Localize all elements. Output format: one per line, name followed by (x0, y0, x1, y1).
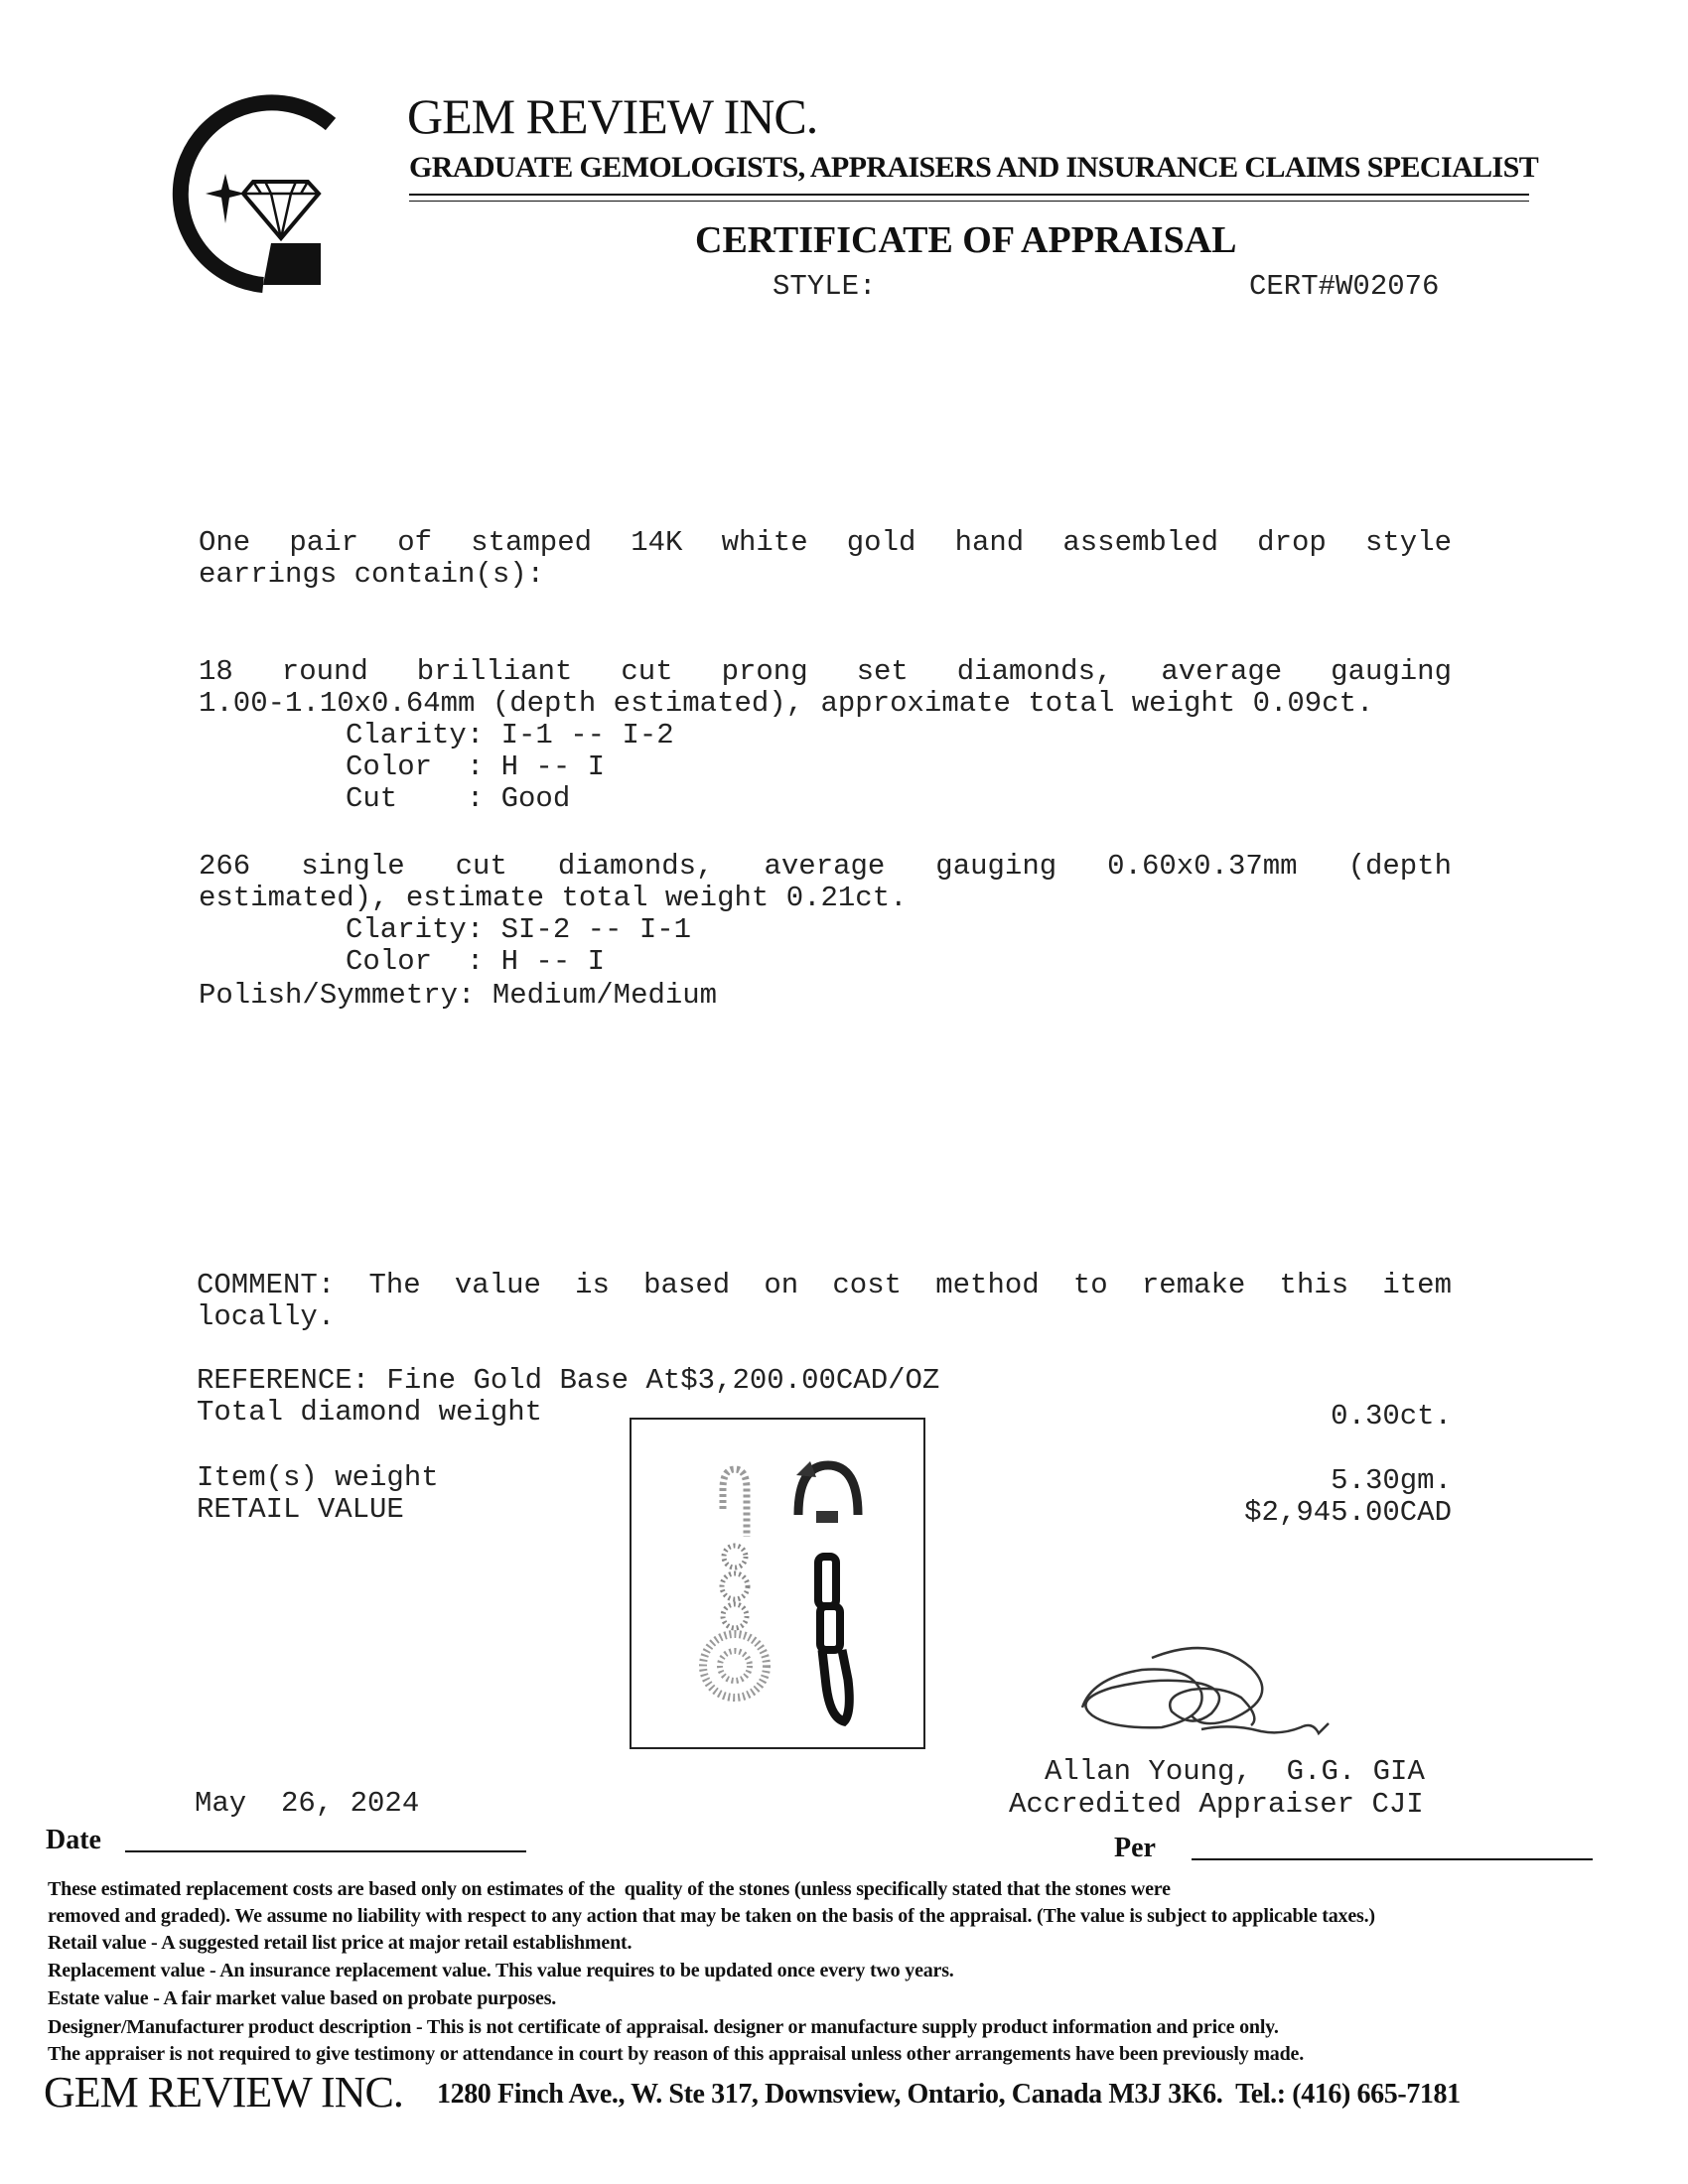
appraisal-date: May 26, 2024 (195, 1787, 420, 1820)
item-weight-label: Item(s) weight (197, 1461, 439, 1494)
item-weight-value: 5.30gm. (1331, 1464, 1452, 1497)
company-logo (154, 94, 352, 293)
company-tagline: GRADUATE GEMOLOGISTS, APPRAISERS AND INSURANCE CLAIMS SPECIALIST (409, 151, 1539, 184)
diamond-group-1-clarity: Clarity: I-1 -- I-2 (346, 719, 674, 751)
footer-company-name: GEM REVIEW INC. (44, 2068, 403, 2116)
diamond-group-1-line: 1.00-1.10x0.64mm (depth estimated), approximate total weight 0.09ct. (199, 687, 1374, 720)
diamond-group-2-clarity: Clarity: SI-2 -- I-1 (346, 913, 692, 946)
header-rule-thin (409, 201, 1529, 202)
reference-line: REFERENCE: Fine Gold Base At$3,200.00CAD/OZ (197, 1364, 940, 1397)
fine-print-line: Estate value - A fair market value based on probate purposes. (48, 1987, 557, 2009)
footer-address: 1280 Finch Ave., W. Ste 317, Downsview, Ontario, Canada M3J 3K6. Tel.: (416) 665-7181 (437, 2079, 1461, 2110)
diamond-group-1-line: 18 round brilliant cut prong set diamonds, average gauging (199, 655, 1452, 688)
item-description-line: One pair of stamped 14K white gold hand assembled drop style (199, 526, 1452, 559)
comment-line: COMMENT: The value is based on cost method to remake this item (197, 1269, 1452, 1301)
diamond-group-2-line: estimated), estimate total weight 0.21ct. (199, 882, 908, 914)
retail-value-label: RETAIL VALUE (197, 1493, 404, 1526)
fine-print-line: Replacement value - An insurance replacement value. This value requires to be updated once every two years. (48, 1960, 954, 1981)
diamond-group-2-color: Color : H -- I (346, 945, 606, 978)
diamond-group-2-line: 266 single cut diamonds, average gauging 0.60x0.37mm (depth (199, 850, 1452, 883)
comment-line: locally. (197, 1300, 336, 1333)
diamond-group-1-color: Color : H -- I (346, 751, 606, 783)
total-diamond-weight-label: Total diamond weight (197, 1396, 543, 1429)
date-label: Date (46, 1825, 101, 1855)
style-label: STYLE: (773, 270, 877, 303)
date-signature-line (125, 1850, 526, 1852)
earrings-photo (630, 1418, 925, 1749)
item-description-line: earrings contain(s): (199, 558, 545, 591)
fine-print-line: Retail value - A suggested retail list price at major retail establishment. (48, 1932, 633, 1954)
diamond-group-1-cut: Cut : Good (346, 782, 571, 815)
fine-print-line: removed and graded). We assume no liability with respect to any action that may be taken on the basis of the appraisal. (The value is subject to applicable taxes.) (48, 1905, 1375, 1927)
per-label: Per (1114, 1833, 1156, 1863)
certificate-number: CERT#W02076 (1249, 270, 1440, 303)
fine-print-line: Designer/Manufacturer product description - This is not certificate of appraisal. designer or manufacture supply product information and price only. (48, 2016, 1279, 2038)
diamond-group-2-polish: Polish/Symmetry: Medium/Medium (199, 979, 718, 1012)
per-signature-line (1192, 1858, 1593, 1860)
fine-print-line: The appraiser is not required to give testimony or attendance in court by reason of this appraisal unless other arrangements have been previously made. (48, 2043, 1304, 2065)
appraiser-signature (1053, 1638, 1380, 1767)
document-title: CERTIFICATE OF APPRAISAL (695, 219, 1237, 261)
company-name: GEM REVIEW INC. (407, 88, 818, 144)
header-rule (409, 194, 1529, 196)
appraiser-name: Allan Young, G.G. GIA (1045, 1755, 1425, 1788)
retail-value-amount: $2,945.00CAD (1244, 1496, 1452, 1529)
fine-print-line: These estimated replacement costs are based only on estimates of the quality of the stones (unless specifically stated that the stones were (48, 1878, 1171, 1900)
appraiser-credential: Accredited Appraiser CJI (1009, 1788, 1424, 1821)
total-diamond-weight-value: 0.30ct. (1331, 1400, 1452, 1433)
earrings-image (632, 1420, 923, 1747)
